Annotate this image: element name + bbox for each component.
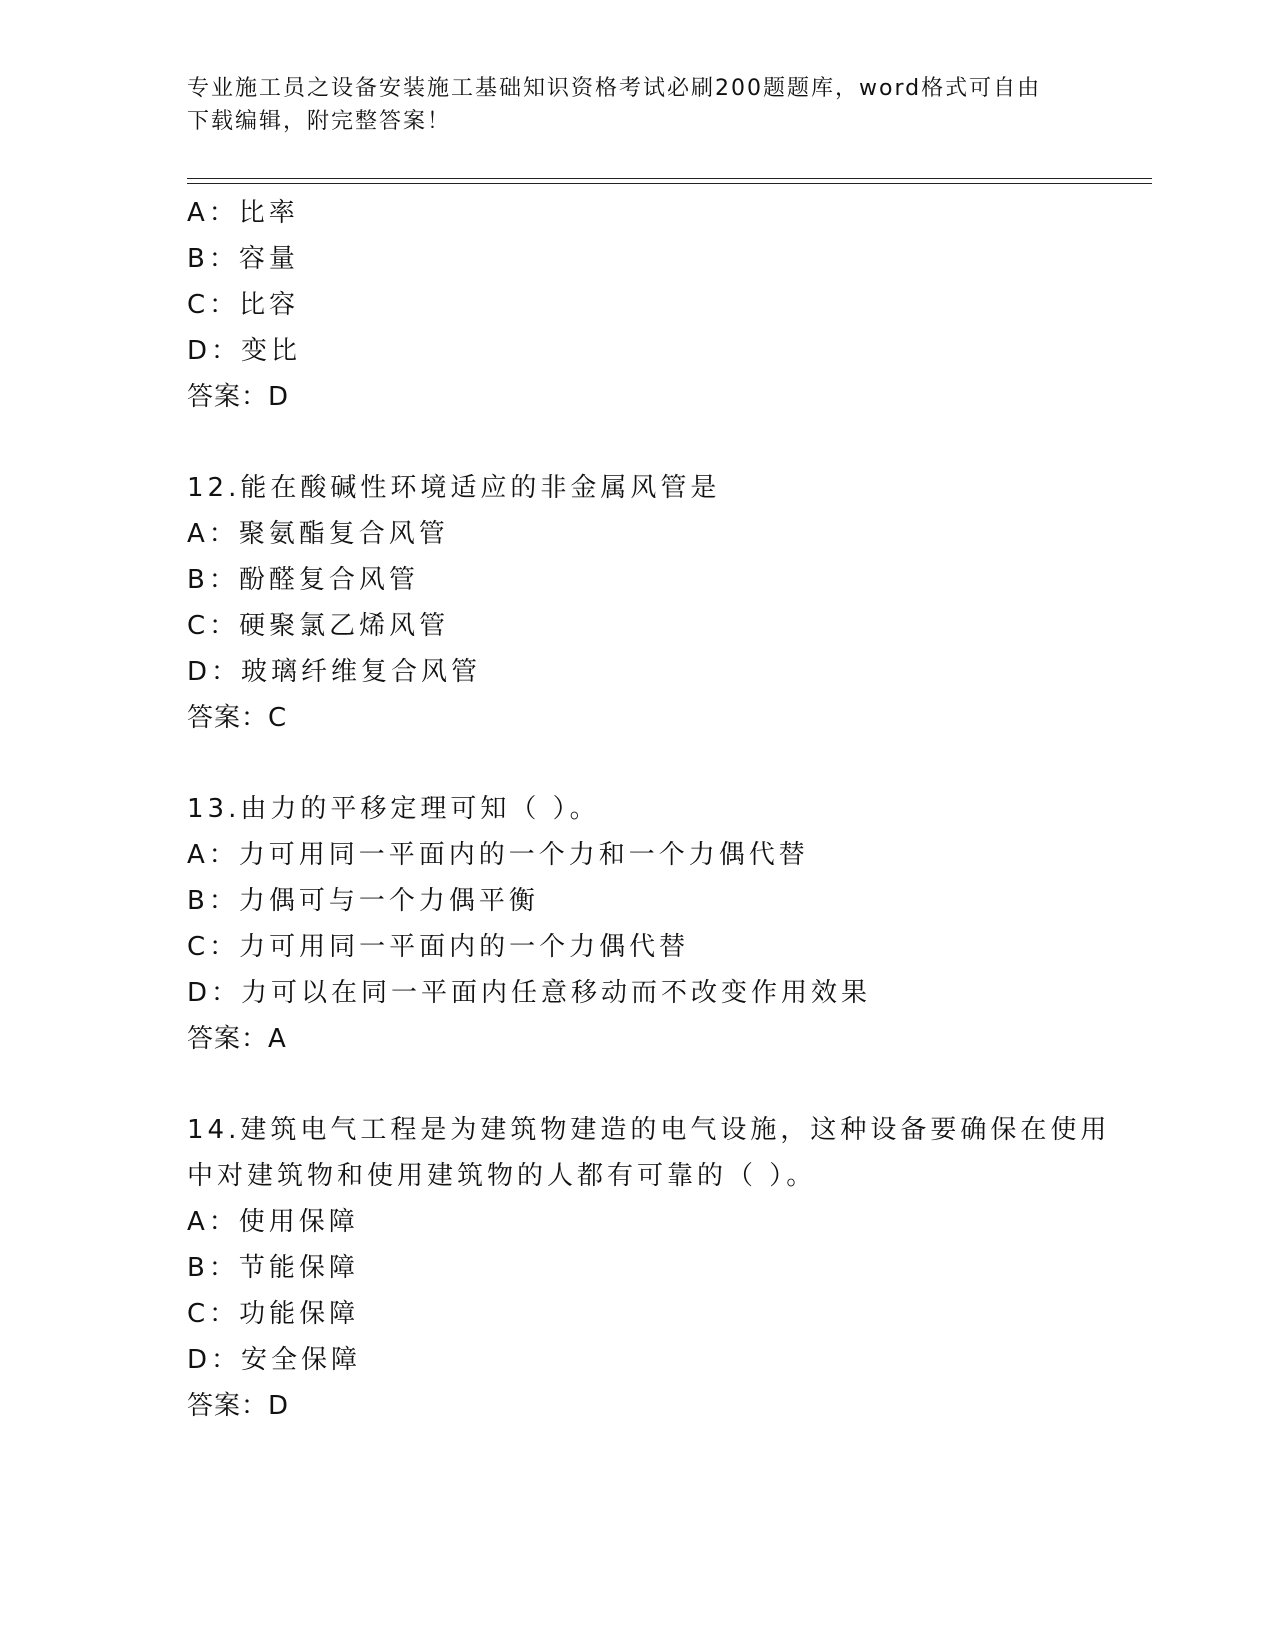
header-line-2: 下载编辑，附完整答案！ xyxy=(187,109,452,134)
option-a: A：聚氨酯复合风管 xyxy=(187,519,449,549)
option-d: D：力可以在同一平面内任意移动而不改变作用效果 xyxy=(187,978,872,1008)
question-spacer xyxy=(187,741,1147,786)
question-text-line-2: 中对建筑物和使用建筑物的人都有可靠的（ ）。 xyxy=(187,1161,817,1191)
option-c: C：功能保障 xyxy=(187,1299,360,1329)
answer-line: 答案：D xyxy=(187,1391,290,1421)
option-d: D：玻璃纤维复合风管 xyxy=(187,657,482,687)
answer-line: 答案：C xyxy=(187,703,288,733)
option-b: B：节能保障 xyxy=(187,1253,359,1283)
question-spacer xyxy=(187,420,1147,465)
question-14-block xyxy=(187,1107,1147,1429)
header-line-1: 专业施工员之设备安装施工基础知识资格考试必刷200题题库，word格式可自由 xyxy=(187,76,1042,101)
option-a: A：比率 xyxy=(187,198,299,228)
option-c: C：力可用同一平面内的一个力偶代替 xyxy=(187,932,690,962)
option-b: B：力偶可与一个力偶平衡 xyxy=(187,886,539,916)
option-b: B：酚醛复合风管 xyxy=(187,565,419,595)
answer-line: 答案：D xyxy=(187,382,290,412)
option-c: C：硬聚氯乙烯风管 xyxy=(187,611,450,641)
document-header xyxy=(187,72,1067,138)
header-divider-top xyxy=(187,178,1152,179)
question-spacer xyxy=(187,1062,1147,1107)
header-divider-bottom xyxy=(187,183,1152,184)
question-text-line-1: 14.建筑电气工程是为建筑物建造的电气设施，这种设备要确保在使用 xyxy=(187,1115,1111,1145)
question-text: 12.能在酸碱性环境适应的非金属风管是 xyxy=(187,473,721,503)
question-11-block xyxy=(187,190,1147,420)
option-c: C：比容 xyxy=(187,290,300,320)
question-text: 13.由力的平移定理可知（ ）。 xyxy=(187,794,600,824)
option-b: B：容量 xyxy=(187,244,299,274)
option-d: D：变比 xyxy=(187,336,302,366)
answer-line: 答案：A xyxy=(187,1024,287,1054)
option-a: A：力可用同一平面内的一个力和一个力偶代替 xyxy=(187,840,809,870)
question-12-block xyxy=(187,465,1147,741)
question-list xyxy=(187,190,1147,1429)
option-a: A：使用保障 xyxy=(187,1207,359,1237)
option-d: D：安全保障 xyxy=(187,1345,362,1375)
question-13-block xyxy=(187,786,1147,1062)
